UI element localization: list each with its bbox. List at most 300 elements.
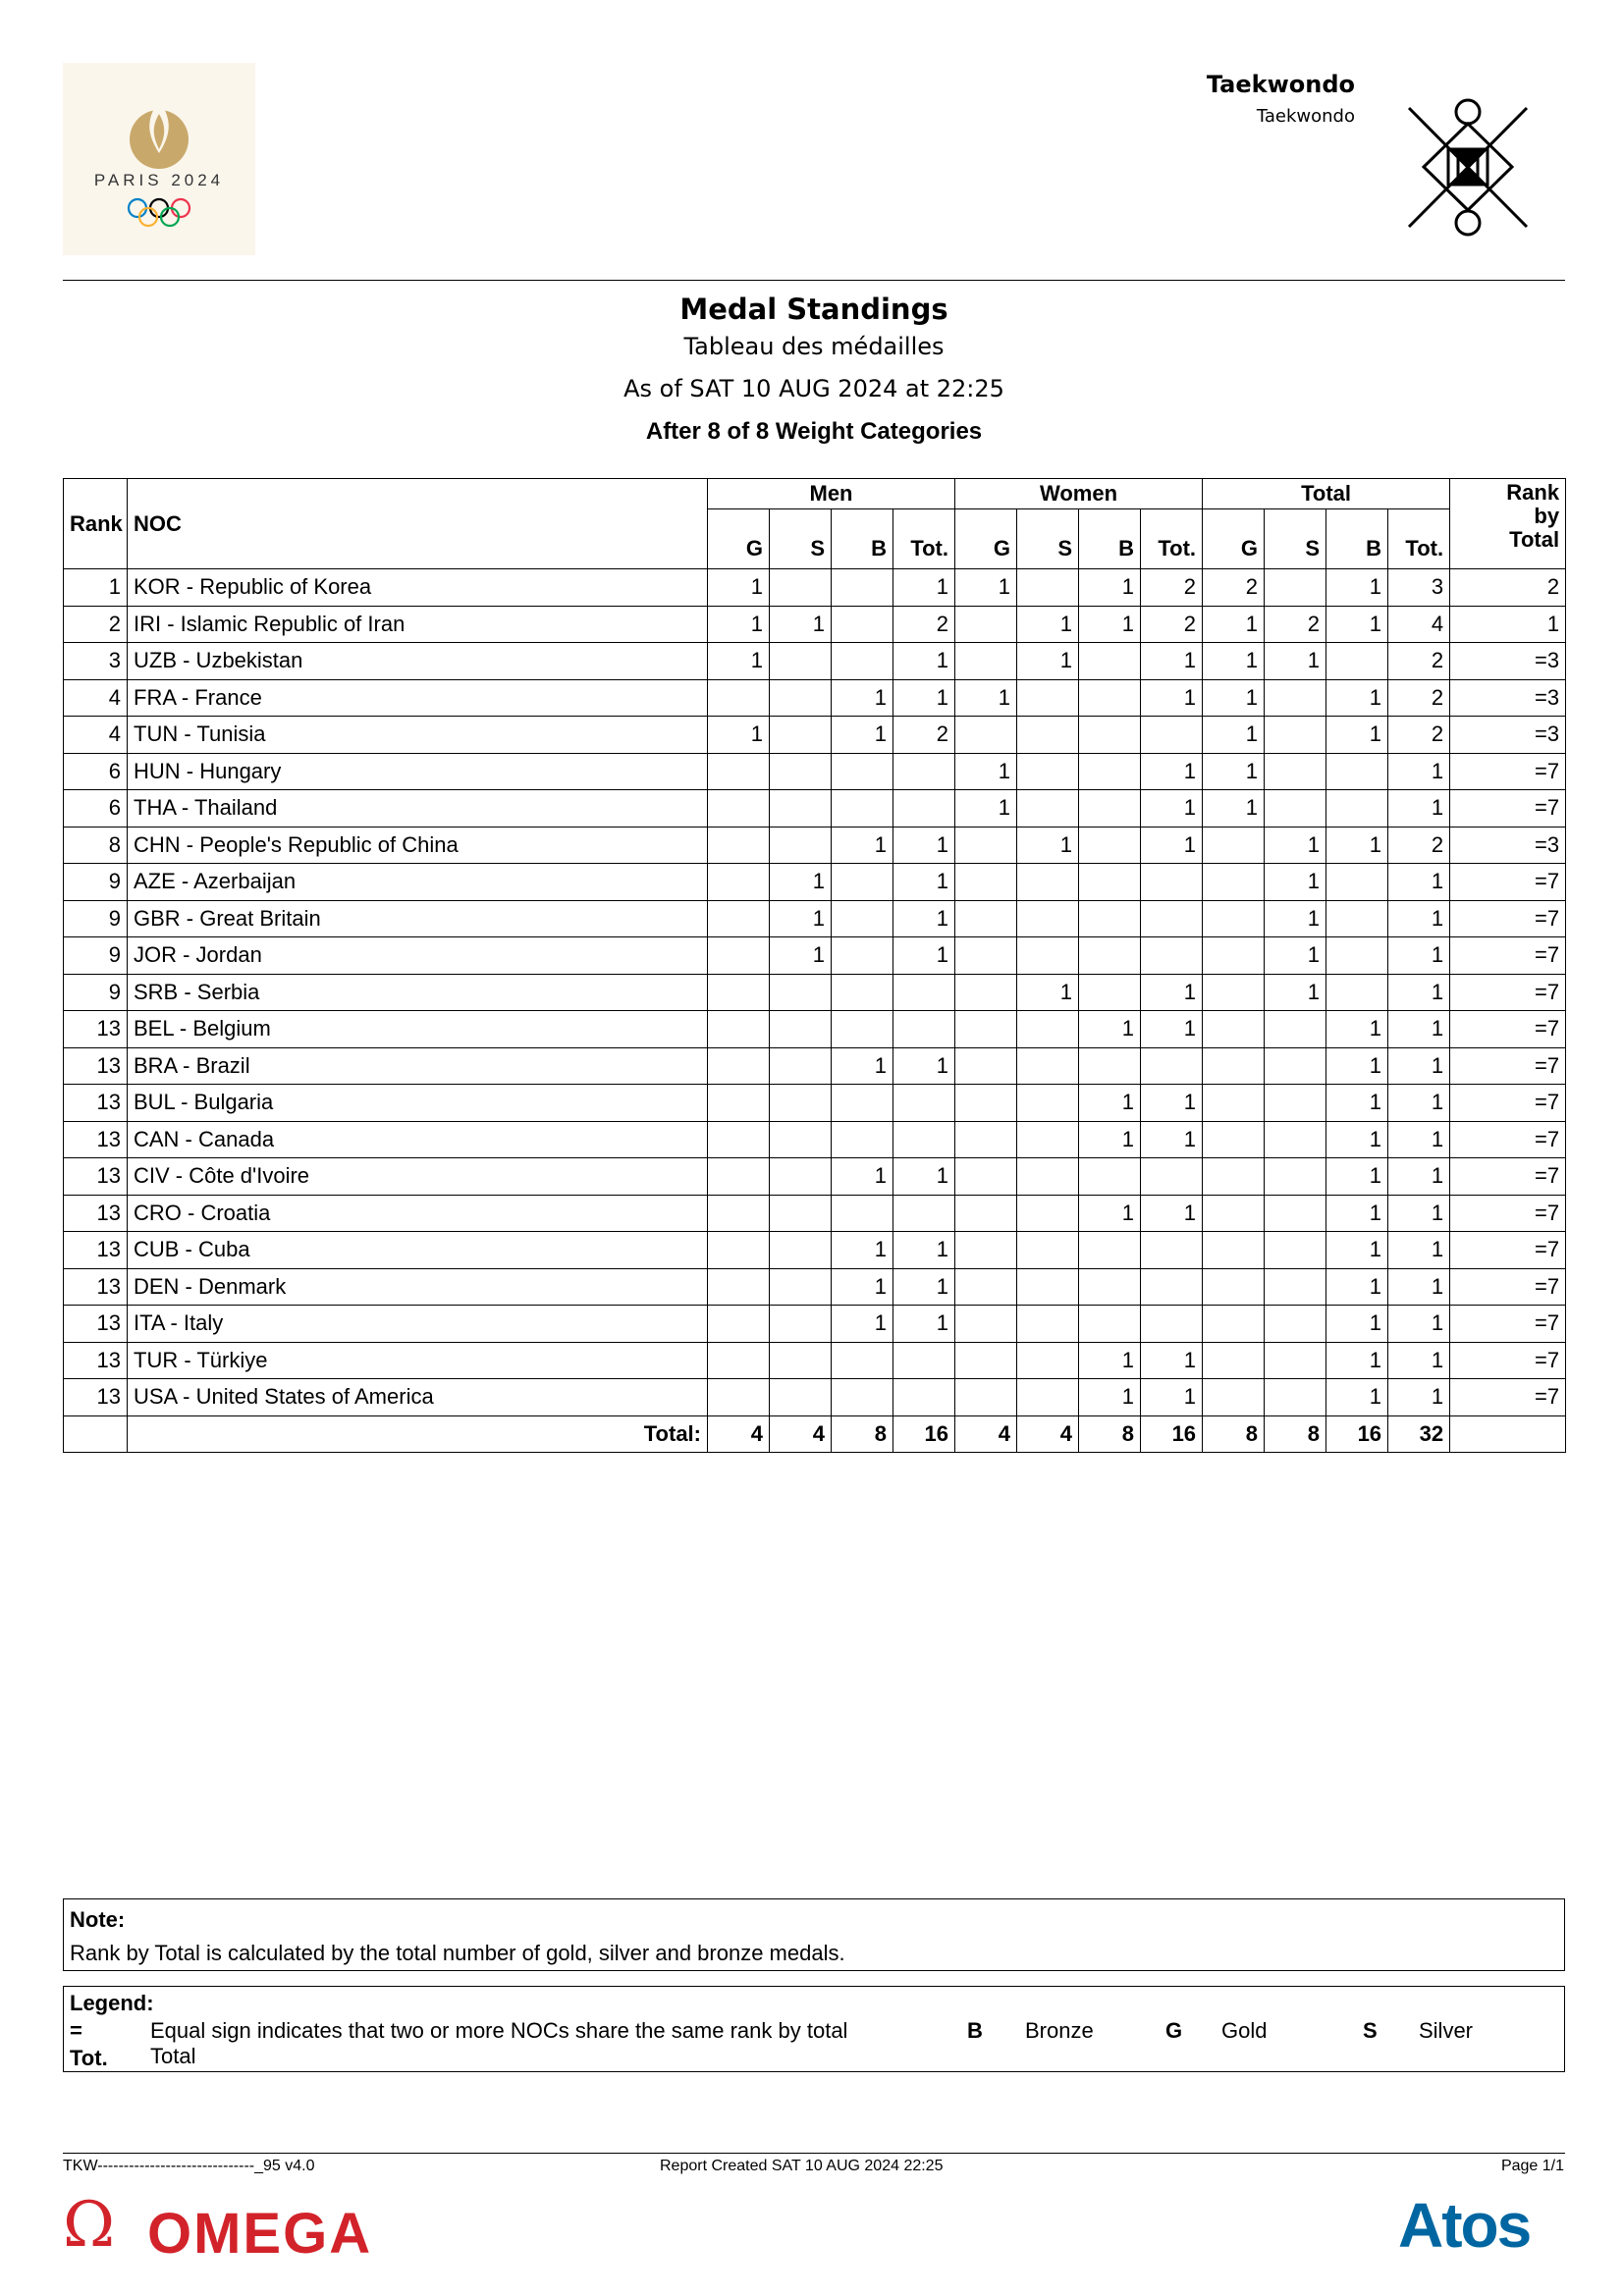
sub-header-men-s: S: [770, 509, 832, 569]
medal-count-cell: 1: [832, 717, 893, 754]
medal-count-cell: [1203, 1085, 1265, 1122]
medal-count-cell: [1141, 1158, 1203, 1196]
medal-count-cell: [770, 679, 832, 717]
table-row: [64, 1121, 1566, 1158]
omega-logo-icon: Ω: [63, 2189, 116, 2262]
table-row: [64, 1158, 1566, 1196]
rank-cell: 6: [64, 753, 128, 790]
medal-count-cell: 2: [1141, 606, 1203, 643]
total-count-cell: 32: [1388, 1415, 1450, 1453]
noc-cell: CIV - Côte d'Ivoire: [128, 1158, 708, 1196]
medal-count-cell: 1: [832, 1306, 893, 1343]
medal-count-cell: [770, 1085, 832, 1122]
taekwondo-pictogram-icon: [1399, 96, 1537, 239]
rank-by-total-cell: =7: [1450, 1158, 1566, 1196]
medal-count-cell: [1079, 1268, 1141, 1306]
medal-count-cell: 1: [1079, 1121, 1141, 1158]
rank-cell: 6: [64, 790, 128, 828]
medal-count-cell: [1326, 864, 1388, 901]
medal-count-cell: 1: [1203, 606, 1265, 643]
medal-count-cell: 4: [1388, 606, 1450, 643]
medal-count-cell: 1: [955, 753, 1017, 790]
medal-count-cell: [832, 790, 893, 828]
rank-by-total-cell: =7: [1450, 790, 1566, 828]
medal-count-cell: 1: [955, 679, 1017, 717]
table-row: [64, 1085, 1566, 1122]
medal-count-cell: [1141, 1232, 1203, 1269]
sub-header-men-b: B: [832, 509, 893, 569]
legend-tot-key: Tot.: [70, 2046, 108, 2070]
medal-count-cell: [770, 569, 832, 607]
medal-count-cell: 1: [770, 606, 832, 643]
medal-count-cell: [893, 974, 955, 1011]
medal-count-cell: 1: [1326, 569, 1388, 607]
rank-cell: 4: [64, 679, 128, 717]
medal-count-cell: 1: [770, 937, 832, 975]
medal-count-cell: [1017, 1232, 1079, 1269]
medal-count-cell: [770, 974, 832, 1011]
medal-count-cell: [955, 864, 1017, 901]
noc-cell: FRA - France: [128, 679, 708, 717]
medal-count-cell: [1079, 827, 1141, 864]
medal-count-cell: [708, 1085, 770, 1122]
medal-count-cell: [708, 1342, 770, 1379]
report-created: Report Created SAT 10 AUG 2024 22:25: [660, 2158, 944, 2174]
rank-cell: 13: [64, 1195, 128, 1232]
noc-cell: IRI - Islamic Republic of Iran: [128, 606, 708, 643]
medal-count-cell: 1: [893, 1306, 955, 1343]
medal-count-cell: [832, 864, 893, 901]
medal-count-cell: 1: [1203, 679, 1265, 717]
sub-header-total-g: G: [1203, 509, 1265, 569]
medal-count-cell: 2: [1203, 569, 1265, 607]
medal-count-cell: 1: [1388, 1306, 1450, 1343]
legend-box: [63, 1986, 1565, 2072]
medal-count-cell: 1: [1388, 1195, 1450, 1232]
medal-count-cell: 1: [708, 717, 770, 754]
medal-count-cell: [1079, 864, 1141, 901]
medal-count-cell: [708, 1232, 770, 1269]
medal-count-cell: 1: [1141, 643, 1203, 680]
medal-count-cell: [770, 1306, 832, 1343]
medal-count-cell: [1203, 1232, 1265, 1269]
omega-logo: OMEGA: [147, 2202, 373, 2266]
medal-count-cell: [832, 1342, 893, 1379]
rank-cell: 4: [64, 717, 128, 754]
medal-count-cell: 1: [1326, 717, 1388, 754]
medal-count-cell: [770, 717, 832, 754]
medal-count-cell: 1: [1388, 1379, 1450, 1416]
medal-count-cell: [1017, 864, 1079, 901]
medal-count-cell: 1: [1326, 1047, 1388, 1085]
medal-count-cell: [1079, 900, 1141, 937]
medal-count-cell: [955, 1232, 1017, 1269]
medal-count-cell: [770, 827, 832, 864]
sub-header-men-tot: Tot.: [893, 509, 955, 569]
medal-count-cell: 2: [1388, 679, 1450, 717]
medal-count-cell: [893, 753, 955, 790]
rank-cell: 13: [64, 1342, 128, 1379]
medal-count-cell: 1: [1388, 1085, 1450, 1122]
medal-count-cell: [955, 1342, 1017, 1379]
medal-count-cell: 2: [893, 606, 955, 643]
medal-count-cell: [1017, 1342, 1079, 1379]
medal-count-cell: [770, 1232, 832, 1269]
total-count-cell: 8: [1265, 1415, 1326, 1453]
report-title-fr: Tableau des médailles: [683, 333, 945, 360]
table-row: [64, 900, 1566, 937]
table-row: [64, 1195, 1566, 1232]
medal-count-cell: [1203, 937, 1265, 975]
medal-count-cell: 1: [1079, 1379, 1141, 1416]
noc-cell: SRB - Serbia: [128, 974, 708, 1011]
medal-count-cell: [1326, 974, 1388, 1011]
group-women-header: Women: [955, 479, 1203, 509]
medal-count-cell: 1: [893, 1158, 955, 1196]
medal-count-cell: [708, 679, 770, 717]
medal-count-cell: 1: [1265, 937, 1326, 975]
medal-count-cell: 1: [955, 569, 1017, 607]
medal-count-cell: 1: [832, 827, 893, 864]
medal-count-cell: [1265, 1379, 1326, 1416]
medal-count-cell: 1: [1079, 606, 1141, 643]
rank-cell: 13: [64, 1232, 128, 1269]
medal-count-cell: [1326, 937, 1388, 975]
rank-by-total-cell: =3: [1450, 827, 1566, 864]
table-row: [64, 1342, 1566, 1379]
medal-count-cell: [708, 1011, 770, 1048]
medal-count-cell: [1203, 1158, 1265, 1196]
table-row: [64, 753, 1566, 790]
sub-header-total-s: S: [1265, 509, 1326, 569]
medal-count-cell: [1017, 1379, 1079, 1416]
table-row: [64, 679, 1566, 717]
medal-count-cell: [955, 1085, 1017, 1122]
paris-2024-logo: [63, 63, 255, 255]
medal-count-cell: 1: [1388, 753, 1450, 790]
medal-count-cell: 1: [1265, 827, 1326, 864]
medal-count-cell: [832, 569, 893, 607]
medal-count-cell: [1079, 937, 1141, 975]
rank-cell: 13: [64, 1121, 128, 1158]
rank-cell: 1: [64, 569, 128, 607]
rank-by-total-cell: =7: [1450, 1121, 1566, 1158]
noc-cell: UZB - Uzbekistan: [128, 643, 708, 680]
rank-cell: 8: [64, 827, 128, 864]
medal-count-cell: [832, 974, 893, 1011]
medal-count-cell: [955, 717, 1017, 754]
noc-cell: CRO - Croatia: [128, 1195, 708, 1232]
medal-count-cell: 1: [1265, 900, 1326, 937]
medal-count-cell: [1326, 900, 1388, 937]
medal-count-cell: [832, 1121, 893, 1158]
medal-count-cell: [1265, 1342, 1326, 1379]
medal-count-cell: [1326, 753, 1388, 790]
medal-count-cell: [893, 1379, 955, 1416]
medal-count-cell: 1: [1388, 790, 1450, 828]
noc-cell: AZE - Azerbaijan: [128, 864, 708, 901]
medal-count-cell: [1203, 1121, 1265, 1158]
medal-count-cell: 1: [1017, 827, 1079, 864]
noc-cell: ITA - Italy: [128, 1306, 708, 1343]
medal-count-cell: 1: [893, 679, 955, 717]
medal-count-cell: 1: [1079, 1195, 1141, 1232]
medal-count-cell: [1079, 679, 1141, 717]
medal-count-cell: 1: [1326, 827, 1388, 864]
medal-count-cell: 1: [1203, 753, 1265, 790]
medal-count-cell: 1: [770, 864, 832, 901]
sport-title: Taekwondo: [1206, 71, 1355, 98]
medal-count-cell: [1079, 1306, 1141, 1343]
medal-count-cell: [770, 1047, 832, 1085]
total-count-cell: 8: [1203, 1415, 1265, 1453]
medal-count-cell: [1079, 790, 1141, 828]
noc-cell: GBR - Great Britain: [128, 900, 708, 937]
rank-by-total-cell: =7: [1450, 1011, 1566, 1048]
medal-count-cell: [1017, 790, 1079, 828]
medal-count-cell: [1265, 1268, 1326, 1306]
medal-count-cell: 1: [832, 679, 893, 717]
col-rank-header: Rank: [64, 479, 128, 569]
games-name: PARIS 2024: [93, 171, 225, 189]
table-row: [64, 1047, 1566, 1085]
medal-count-cell: 1: [893, 864, 955, 901]
medal-count-cell: [1017, 1306, 1079, 1343]
medal-count-cell: 1: [893, 643, 955, 680]
medal-count-cell: 1: [1141, 827, 1203, 864]
table-row: [64, 1379, 1566, 1416]
medal-count-cell: [1265, 1121, 1326, 1158]
medal-count-cell: [708, 974, 770, 1011]
rank-by-total-cell: =7: [1450, 974, 1566, 1011]
total-count-cell: 4: [770, 1415, 832, 1453]
medal-count-cell: [708, 864, 770, 901]
noc-cell: BUL - Bulgaria: [128, 1085, 708, 1122]
total-count-cell: 16: [1326, 1415, 1388, 1453]
medal-count-cell: [1203, 1306, 1265, 1343]
medal-count-cell: [708, 827, 770, 864]
noc-cell: USA - United States of America: [128, 1379, 708, 1416]
medal-count-cell: 1: [832, 1158, 893, 1196]
medal-count-cell: 1: [1326, 679, 1388, 717]
flame-emblem-icon: [118, 92, 200, 171]
medal-count-cell: [1265, 790, 1326, 828]
rank-cell: 13: [64, 1268, 128, 1306]
medal-count-cell: [832, 606, 893, 643]
medal-count-cell: [955, 1379, 1017, 1416]
medal-count-cell: 1: [1079, 569, 1141, 607]
medal-count-cell: 1: [893, 937, 955, 975]
sub-header-men-g: G: [708, 509, 770, 569]
medal-count-cell: [1141, 900, 1203, 937]
legend-tot-desc: Total: [150, 2044, 196, 2068]
totals-row: [64, 1415, 1566, 1453]
rank-by-total-cell: =7: [1450, 937, 1566, 975]
medal-count-cell: [770, 753, 832, 790]
medal-count-cell: [955, 643, 1017, 680]
medal-count-cell: 1: [1017, 606, 1079, 643]
olympic-rings-icon: [126, 196, 192, 228]
table-row: [64, 937, 1566, 975]
medal-count-cell: 1: [832, 1268, 893, 1306]
medal-count-cell: [770, 1379, 832, 1416]
medal-count-cell: [832, 1085, 893, 1122]
medal-count-cell: [770, 1342, 832, 1379]
medal-count-cell: 2: [1388, 717, 1450, 754]
medal-count-cell: 1: [1141, 1379, 1203, 1416]
group-men-header: Men: [708, 479, 955, 509]
medal-count-cell: 1: [832, 1047, 893, 1085]
medal-count-cell: [1079, 643, 1141, 680]
medal-count-cell: [1265, 679, 1326, 717]
legend-s-key: S: [1363, 2018, 1378, 2043]
medal-count-cell: 1: [1079, 1011, 1141, 1048]
medal-count-cell: 1: [1141, 790, 1203, 828]
table-row: [64, 1306, 1566, 1343]
footer-rule: [63, 2153, 1565, 2154]
medal-count-cell: 1: [1326, 1011, 1388, 1048]
sub-header-total-tot: Tot.: [1388, 509, 1450, 569]
note-label: Note:: [70, 1907, 126, 1932]
medal-count-cell: 1: [1326, 1268, 1388, 1306]
medal-count-cell: [770, 1121, 832, 1158]
medal-count-cell: 2: [1141, 569, 1203, 607]
table-row: [64, 1268, 1566, 1306]
medal-count-cell: 1: [1141, 974, 1203, 1011]
noc-cell: CAN - Canada: [128, 1121, 708, 1158]
legend-g-desc: Gold: [1221, 2018, 1268, 2043]
medal-count-cell: 1: [1079, 1342, 1141, 1379]
medal-count-cell: [1265, 1047, 1326, 1085]
rank-by-total-cell: =7: [1450, 1379, 1566, 1416]
col-noc-header: NOC: [128, 479, 708, 569]
medal-count-cell: [1017, 1195, 1079, 1232]
noc-cell: HUN - Hungary: [128, 753, 708, 790]
medal-count-cell: 1: [1326, 1121, 1388, 1158]
medal-count-cell: [832, 937, 893, 975]
medal-count-cell: [893, 1121, 955, 1158]
legend-s-desc: Silver: [1419, 2018, 1474, 2043]
table-row: [64, 717, 1566, 754]
noc-cell: CUB - Cuba: [128, 1232, 708, 1269]
rank-by-total-cell: =7: [1450, 1085, 1566, 1122]
medal-count-cell: [1265, 569, 1326, 607]
medal-count-cell: [708, 900, 770, 937]
medal-count-cell: 1: [1141, 1342, 1203, 1379]
medal-count-cell: 1: [1265, 643, 1326, 680]
medal-count-cell: [1017, 900, 1079, 937]
medal-count-cell: [1017, 1268, 1079, 1306]
medal-count-cell: 1: [1141, 679, 1203, 717]
total-count-cell: 4: [708, 1415, 770, 1453]
medal-count-cell: [893, 1011, 955, 1048]
sub-header-women-g: G: [955, 509, 1017, 569]
medal-count-cell: [1079, 1232, 1141, 1269]
medal-count-cell: [1079, 1047, 1141, 1085]
rank-by-total-cell: =7: [1450, 864, 1566, 901]
table-row: [64, 1232, 1566, 1269]
table-row: [64, 1011, 1566, 1048]
medal-count-cell: [955, 1121, 1017, 1158]
medal-count-cell: 1: [708, 606, 770, 643]
medal-count-cell: 1: [893, 827, 955, 864]
noc-cell: TUR - Türkiye: [128, 1342, 708, 1379]
atos-logo: Atos: [1398, 2190, 1531, 2261]
medal-count-cell: 1: [955, 790, 1017, 828]
table-row: [64, 974, 1566, 1011]
medal-count-cell: [1265, 1085, 1326, 1122]
header-rule: [63, 280, 1565, 281]
medal-count-cell: [1203, 864, 1265, 901]
table-row: [64, 827, 1566, 864]
medal-count-cell: [893, 1085, 955, 1122]
medal-count-cell: [955, 1306, 1017, 1343]
total-count-cell: 16: [893, 1415, 955, 1453]
medal-count-cell: [1017, 937, 1079, 975]
rank-cell: 9: [64, 974, 128, 1011]
medal-count-cell: [1141, 1268, 1203, 1306]
medal-count-cell: [832, 643, 893, 680]
medal-count-cell: [1203, 1011, 1265, 1048]
rank-by-total-cell: =7: [1450, 1047, 1566, 1085]
medal-count-cell: 2: [1265, 606, 1326, 643]
rank-cell: 3: [64, 643, 128, 680]
note-box: [63, 1898, 1565, 1971]
medal-count-cell: [770, 643, 832, 680]
noc-cell: THA - Thailand: [128, 790, 708, 828]
noc-cell: BRA - Brazil: [128, 1047, 708, 1085]
medal-count-cell: [1079, 974, 1141, 1011]
rank-cell: 13: [64, 1047, 128, 1085]
medal-count-cell: [1265, 1306, 1326, 1343]
medal-count-cell: [1265, 1158, 1326, 1196]
medal-count-cell: [955, 900, 1017, 937]
medal-count-cell: 1: [1141, 1085, 1203, 1122]
total-count-cell: 16: [1141, 1415, 1203, 1453]
legend-b-key: B: [967, 2018, 983, 2043]
medal-count-cell: 1: [1388, 1232, 1450, 1269]
medal-count-cell: 1: [1326, 1158, 1388, 1196]
table-row: [64, 606, 1566, 643]
report-code: TKW------------------------------_95 v4.0: [63, 2158, 315, 2174]
medal-count-cell: [770, 1195, 832, 1232]
sub-header-women-b: B: [1079, 509, 1141, 569]
medal-count-cell: 1: [1203, 717, 1265, 754]
medal-count-cell: 1: [893, 569, 955, 607]
rank-cell: 9: [64, 864, 128, 901]
medal-count-cell: 1: [1326, 1195, 1388, 1232]
medal-count-cell: [1326, 790, 1388, 828]
medal-count-cell: [832, 1379, 893, 1416]
totals-empty-cell: [1450, 1415, 1566, 1453]
medal-count-cell: [893, 1195, 955, 1232]
medal-count-cell: [955, 1268, 1017, 1306]
medal-count-cell: [1141, 717, 1203, 754]
medal-count-cell: [955, 974, 1017, 1011]
medal-standings-table: [63, 478, 1566, 1453]
legend-eq-desc: Equal sign indicates that two or more NOCs share the same rank by total: [150, 2018, 848, 2043]
medal-count-cell: [1265, 717, 1326, 754]
noc-cell: DEN - Denmark: [128, 1268, 708, 1306]
medal-count-cell: 1: [1388, 864, 1450, 901]
rank-cell: 2: [64, 606, 128, 643]
medal-count-cell: 1: [1265, 864, 1326, 901]
medal-count-cell: 1: [1141, 1011, 1203, 1048]
medal-count-cell: [955, 606, 1017, 643]
sub-header-women-s: S: [1017, 509, 1079, 569]
col-rank-by-total-header: Rank by Total: [1450, 479, 1566, 569]
medal-count-cell: 1: [1141, 753, 1203, 790]
